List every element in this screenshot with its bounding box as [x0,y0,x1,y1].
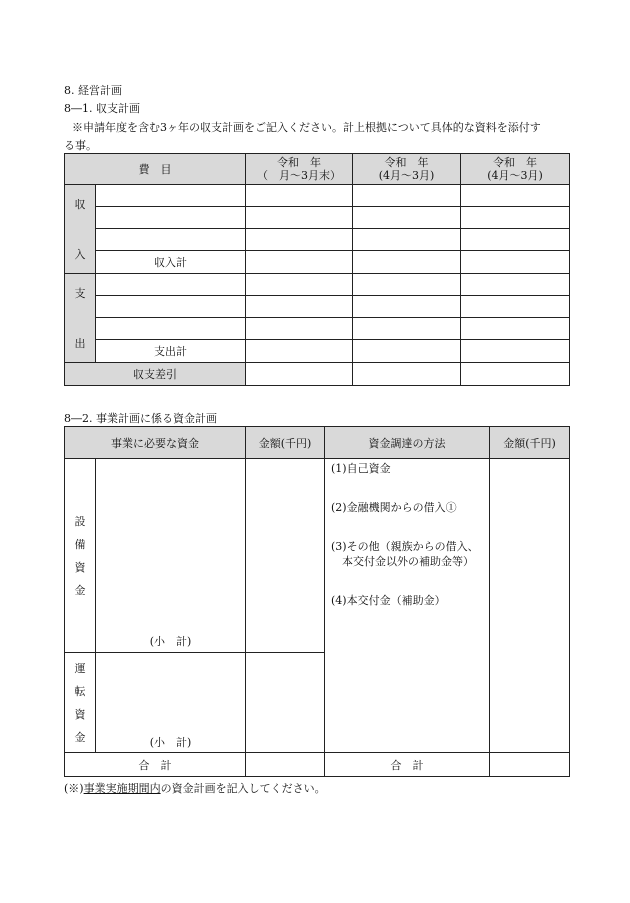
expense-total-cell[interactable] [246,340,353,363]
equipment-subtotal-cell[interactable] [246,631,325,653]
balance-label: 収支差引 [65,363,246,386]
expense-cell[interactable] [461,274,570,296]
total-label-left: 合 計 [65,753,246,777]
expense-cell[interactable] [246,274,353,296]
income-item-cell[interactable] [96,229,246,251]
equipment-subtotal-label: (小 計) [96,631,246,653]
header-needed-funds: 事業に必要な資金 [65,427,246,459]
expense-total-label: 支出計 [96,340,246,363]
expense-cell[interactable] [246,318,353,340]
balance-cell[interactable] [353,363,461,386]
income-total-cell[interactable] [353,251,461,274]
header-funding-method: 資金調達の方法 [325,427,490,459]
expense-item-cell[interactable] [96,274,246,296]
total-label-right: 合 計 [325,753,490,777]
income-total-cell[interactable] [461,251,570,274]
income-cell[interactable] [353,207,461,229]
income-expense-table [64,153,570,386]
expense-cell[interactable] [246,296,353,318]
income-cell[interactable] [246,185,353,207]
equipment-funds-label: 設 備 資 金 [65,459,96,653]
method-other: (3)その他（親族からの借入、 [331,540,479,553]
note-line-1: ※申請年度を含む3ヶ年の収支計画をご記入ください。計上根拠について具体的な資料を添付す [72,121,541,134]
income-cell[interactable] [246,229,353,251]
note-line-2: る事。 [64,139,97,152]
total-amount-right[interactable] [490,753,570,777]
operating-funds-item-cell[interactable] [96,653,246,733]
income-cell[interactable] [246,207,353,229]
total-amount-left[interactable] [246,753,325,777]
funding-plan-table [64,426,570,777]
header-amount-2: 金額(千円) [490,427,570,459]
operating-subtotal-cell[interactable] [246,733,325,753]
expense-cell[interactable] [353,296,461,318]
expense-total-cell[interactable] [353,340,461,363]
funding-methods-cell [325,459,490,753]
method-bank-loan: (2)金融機関からの借入① [331,501,457,514]
expense-item-cell[interactable] [96,318,246,340]
income-cell[interactable] [353,229,461,251]
equipment-funds-item-cell[interactable] [96,459,246,631]
balance-cell[interactable] [461,363,570,386]
method-other-detail: 本交付金以外の補助金等） [342,555,474,568]
header-year-3: 令和 年 (4月～3月) [461,154,570,185]
header-amount: 金額(千円) [246,427,325,459]
header-year-1: 令和 年 （ 月～3月末） [246,154,353,185]
expense-item-cell[interactable] [96,296,246,318]
income-total-cell[interactable] [246,251,353,274]
subsection-title-income-plan: 8―1. 収支計画 [64,102,140,115]
method-own-funds: (1)自己資金 [331,462,391,475]
balance-cell[interactable] [246,363,353,386]
income-label: 収 入 [65,185,96,274]
footnote: (※)事業実施期間内の資金計画を記入してください。 [64,782,326,795]
expense-cell[interactable] [461,296,570,318]
income-cell[interactable] [461,229,570,251]
expense-label: 支 出 [65,274,96,363]
header-year-2: 令和 年 (4月～3月) [353,154,461,185]
section-title: 8. 経営計画 [64,84,122,97]
funding-methods-amount-cell[interactable] [490,459,570,753]
expense-cell[interactable] [353,274,461,296]
subsection-title-funding-plan: 8―2. 事業計画に係る資金計画 [64,412,217,425]
income-total-label: 収入計 [96,251,246,274]
operating-subtotal-label: (小 計) [96,733,246,753]
income-item-cell[interactable] [96,185,246,207]
equipment-funds-amount-cell[interactable] [246,459,325,631]
header-item: 費 目 [65,154,246,185]
operating-funds-amount-cell[interactable] [246,653,325,733]
expense-total-cell[interactable] [461,340,570,363]
income-cell[interactable] [461,185,570,207]
expense-cell[interactable] [461,318,570,340]
income-cell[interactable] [461,207,570,229]
expense-cell[interactable] [353,318,461,340]
income-item-cell[interactable] [96,207,246,229]
operating-funds-label: 運 転 資 金 [65,653,96,753]
income-cell[interactable] [353,185,461,207]
method-this-grant: (4)本交付金（補助金） [331,594,446,607]
